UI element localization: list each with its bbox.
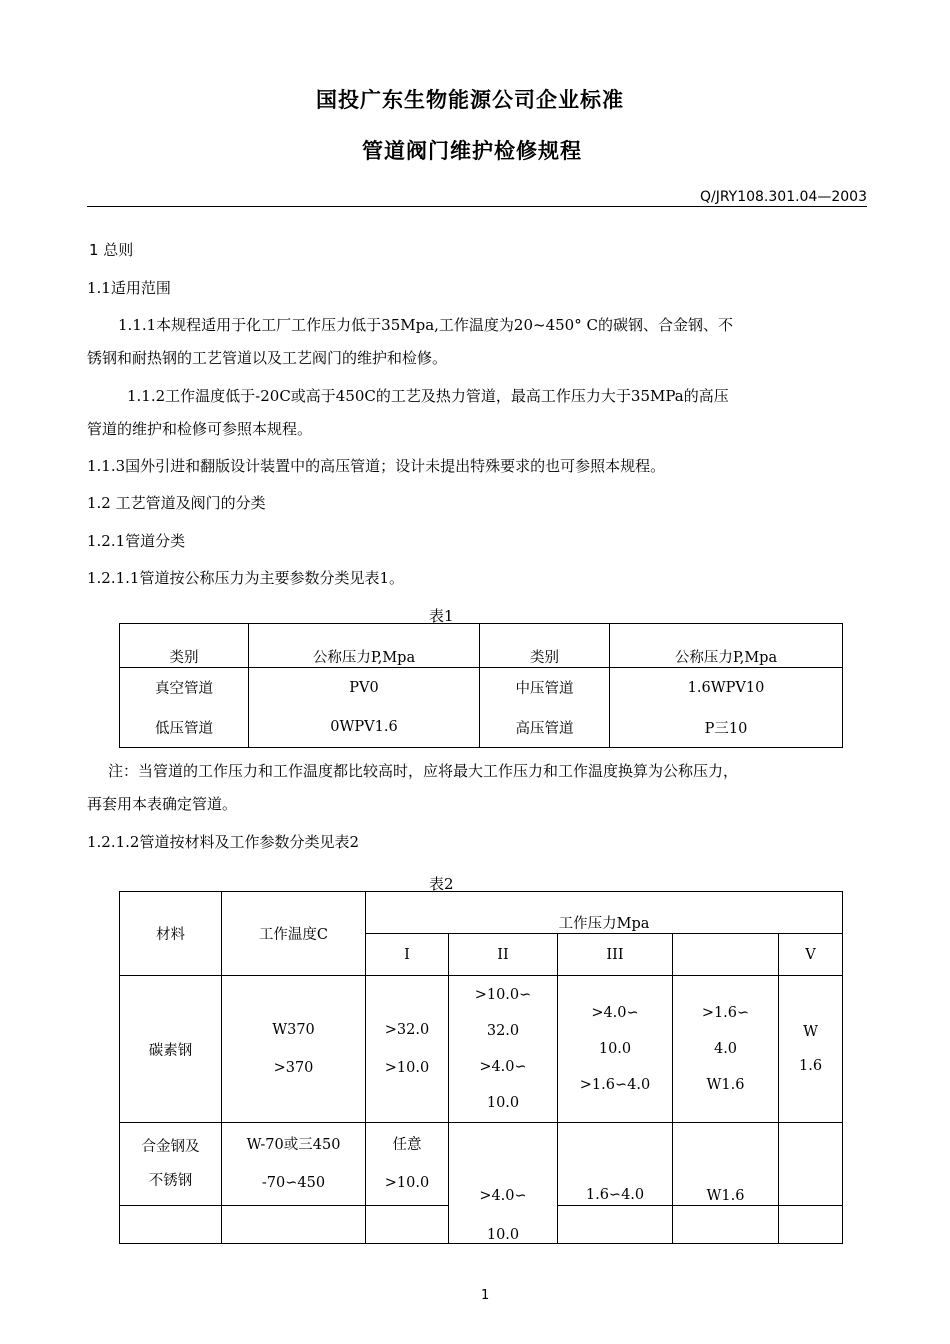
- page-number: 1: [481, 1288, 490, 1303]
- section-1-heading: 1 总则: [89, 241, 134, 259]
- table2-cell: [222, 1123, 366, 1206]
- table2-row-carbon-steel: [120, 976, 843, 1123]
- table1-caption: 表1: [429, 607, 454, 625]
- table1-note-line1: 注：当管道的工作压力和工作温度都比较高时，应将最大工作压力和工作温度换算为公称压力，: [108, 762, 739, 780]
- value-line: 10.0: [598, 1041, 632, 1057]
- table2-cell: [558, 976, 673, 1123]
- table2-cell: [449, 1206, 558, 1244]
- value-line: >1.6∽: [701, 1005, 750, 1021]
- section-1-2-1-heading: 1.2.1管道分类: [87, 532, 186, 550]
- org-title: 国投广东生物能源公司企业标准: [316, 88, 624, 112]
- value-line: >10.0: [384, 1060, 430, 1076]
- value-line: 10.0: [486, 1227, 520, 1243]
- temp-line: W-70或三450: [246, 1137, 341, 1153]
- table1-header-cell: 类别: [480, 624, 610, 668]
- material-line: 不锈钢: [148, 1173, 193, 1189]
- table2-cell: [120, 1206, 222, 1244]
- table2-cell: [222, 976, 366, 1123]
- table2-cell: [449, 1123, 558, 1206]
- table-1: [119, 623, 843, 748]
- table2-cell: [779, 976, 843, 1123]
- temp-line: >370: [273, 1060, 314, 1076]
- paragraph-1-1-2-line2: 管道的维护和检修可参照本规程。: [87, 420, 313, 438]
- table2-header-pressure: 工作压力Mpa: [366, 892, 843, 934]
- value-line: >4.0∽: [479, 1059, 527, 1075]
- value-line: 4.0: [713, 1041, 738, 1057]
- value-line: >10.0∽: [474, 987, 532, 1003]
- table2-cell: [120, 1123, 222, 1206]
- table2-cell: [366, 976, 449, 1123]
- table2-cell: [673, 1206, 779, 1244]
- table2-cell: [222, 1206, 366, 1244]
- table2-class-cell: II: [449, 934, 558, 976]
- table1-row: [120, 708, 843, 748]
- table2-class-cell: V: [779, 934, 843, 976]
- material-line: 合金钢及: [141, 1139, 200, 1155]
- table1-cell: 低压管道: [120, 708, 249, 748]
- table1-cell: 0WPV1.6: [249, 708, 480, 748]
- paragraph-1-1-2-line1: 1.1.2工作温度低于-20C或高于450C的工艺及热力管道，最高工作压力大于35MPa的高压: [127, 387, 729, 405]
- temp-line: W370: [272, 1022, 315, 1038]
- paragraph-1-1-1-line1: 1.1.1本规程适用于化工厂工作压力低于35Mpa,工作温度为20~450° C的碳钢、合金钢、不: [118, 316, 733, 334]
- table1-cell: 真空管道: [120, 668, 249, 708]
- table2-cell: [779, 1206, 843, 1244]
- table2-header-material: 材料: [120, 892, 222, 976]
- value-line: 1.6: [799, 1058, 823, 1074]
- table1-cell: 中压管道: [480, 668, 610, 708]
- value-line: 32.0: [486, 1023, 520, 1039]
- section-1-1-heading: 1.1适用范围: [87, 279, 171, 297]
- paragraph-1-1-3: 1.1.3国外引进和翻版设计装置中的高压管道；设计未提出特殊要求的也可参照本规程。: [87, 457, 666, 475]
- value-line: >4.0∽: [591, 1005, 639, 1021]
- table2-cell: [779, 1123, 843, 1206]
- material-text: 碳素钢: [148, 1042, 193, 1059]
- paragraph-1-2-1-2: 1.2.1.2管道按材料及工作参数分类见表2: [87, 833, 360, 851]
- table2-cell: [120, 976, 222, 1123]
- table2-cell: [558, 1206, 673, 1244]
- table1-header-row: [120, 624, 843, 668]
- table2-header-row: [120, 892, 843, 934]
- table2-cell: [449, 976, 558, 1123]
- table1-cell: 高压管道: [480, 708, 610, 748]
- table2-cell: [366, 1123, 449, 1206]
- paragraph-1-1-1-line2: 锈钢和耐热钢的工艺管道以及工艺阀门的维护和检修。: [87, 349, 448, 367]
- table2-class-cell: I: [366, 934, 449, 976]
- value-line: W1.6: [706, 1077, 745, 1093]
- value-line: 任意: [392, 1137, 422, 1153]
- table2-class-cell: III: [558, 934, 673, 976]
- paragraph-1-2-1-1: 1.2.1.1管道按公称压力为主要参数分类见表1。: [87, 569, 405, 587]
- table2-cell: [366, 1206, 449, 1244]
- value-line: >4.0∽: [479, 1187, 527, 1204]
- table2-caption: 表2: [429, 875, 454, 893]
- table2-row-continuation: [120, 1206, 843, 1244]
- table2-cell: [558, 1123, 673, 1206]
- value-line: W: [803, 1024, 818, 1040]
- table2-row-alloy-steel: [120, 1123, 843, 1206]
- value-line: >1.6∽4.0: [579, 1077, 651, 1093]
- value-line: 10.0: [486, 1095, 520, 1111]
- table2-header-temperature: 工作温度C: [222, 892, 366, 976]
- table-2: [119, 891, 843, 1244]
- table1-cell: PV0: [249, 668, 480, 708]
- value-line: 1.6∽4.0: [585, 1187, 645, 1203]
- table1-header-cell: 公称压力P,Mpa: [610, 624, 843, 668]
- value-line: >10.0: [384, 1175, 430, 1191]
- table2-cell: [673, 1123, 779, 1206]
- section-1-2-heading: 1.2 工艺管道及阀门的分类: [87, 494, 266, 512]
- table1-header-cell: 公称压力P,Mpa: [249, 624, 480, 668]
- table1-cell: P三10: [610, 708, 843, 748]
- standard-code: Q/JRY108.301.04—2003: [699, 189, 867, 205]
- temp-line: -70∽450: [261, 1175, 326, 1191]
- value-line: >32.0: [384, 1022, 430, 1038]
- value-line: W1.6: [706, 1188, 745, 1204]
- table1-note-line2: 再套用本表确定管道。: [87, 795, 238, 813]
- table2-cell: [673, 976, 779, 1123]
- table1-row: [120, 668, 843, 708]
- doc-title: 管道阀门维护检修规程: [362, 139, 582, 163]
- header-rule: [87, 206, 867, 207]
- table1-header-cell: 类别: [120, 624, 249, 668]
- table1-cell: 1.6WPV10: [610, 668, 843, 708]
- table2-class-cell: [673, 934, 779, 976]
